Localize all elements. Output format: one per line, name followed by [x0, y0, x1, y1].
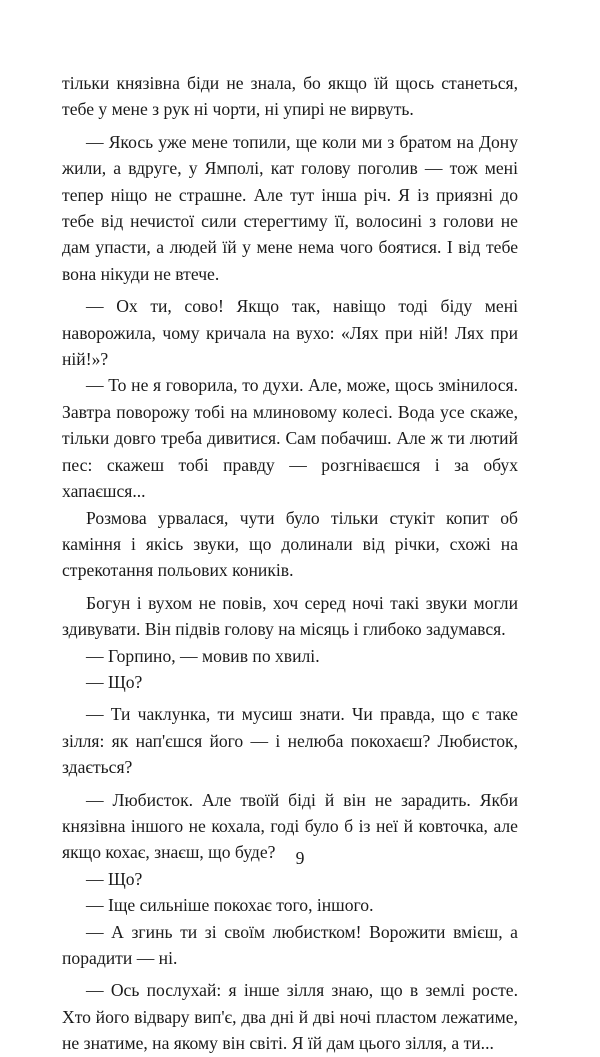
paragraph-10: — Любисток. Але твоїй біді й він не зарадить. Якби князівна іншого не кохала, годі було б із неї й ковточка, але якщо кохає, знаєш, що буде?: [62, 789, 518, 863]
page-body-text: [62, 70, 518, 1057]
paragraph-2: — Якось уже мене топили, ще коли ми з братом на Дону жили, а вдруге, у Ямполі, кат голову поголив — тож мені тепер ніщо не страшне. Але тут інша річ. Я із приязні до тебе від нечистої сили стерегтиму її, волосині з голови не дам упасти, а людей їй у мене нема чого боятися. І від тебе вона нікуди не втече.: [62, 131, 518, 284]
paragraph-13: — А згинь ти зі своїм любистком! Ворожити вмієш, а порадити — ні.: [62, 921, 518, 968]
paragraph-4: — То не я говорила, то духи. Але, може, щось змінилося. Завтра поворожу тобі на млиновому колесі. Вода усе скаже, тільки довго треба дивитися. Сам побачиш. Але ж ти лютий пес: скажеш тобі правду — розгніваєшся і за обух хапаєшся...: [62, 375, 518, 502]
paragraph-12: — Іще сильніше покохає того, іншого.: [86, 895, 374, 916]
paragraph-9: — Ти чаклунка, ти мусиш знати. Чи правда, що є таке зілля: як нап'єшся його — і нелюба покохаєш? Любисток, здається?: [62, 704, 518, 778]
paragraph-1: тільки князівна біди не знала, бо якщо їй щось станеться, тебе у мене з рук ні чорти, ні упирі не вирвуть.: [62, 73, 518, 120]
page-number: 9: [295, 848, 305, 868]
paragraph-11: — Що?: [86, 868, 143, 889]
paragraph-14: — Ось послухай: я інше зілля знаю, що в землі росте. Хто його відвару вип'є, два дні й дві ночі пластом лежатиме, не знатиме, на якому він світі. Я їй дам цього зілля, а ти...: [62, 980, 518, 1054]
paragraph-6: Богун і вухом не повів, хоч серед ночі такі звуки могли здивувати. Він підвів голову на місяць і глибоко задумався.: [62, 592, 518, 640]
paragraph-3: — Ох ти, сово! Якщо так, навіщо тоді біду мені наворожила, чому кричала на вухо: «Лях при ній! Лях при ній!»?: [62, 296, 518, 370]
paragraph-5: Розмова урвалася, чути було тільки стукіт копит об каміння і якісь звуки, що долинали від річки, схожі на стрекотання польових коників.: [62, 507, 518, 581]
paragraph-7: — Горпино, — мовив по хвилі.: [86, 645, 320, 666]
paragraph-8: — Що?: [86, 671, 143, 692]
